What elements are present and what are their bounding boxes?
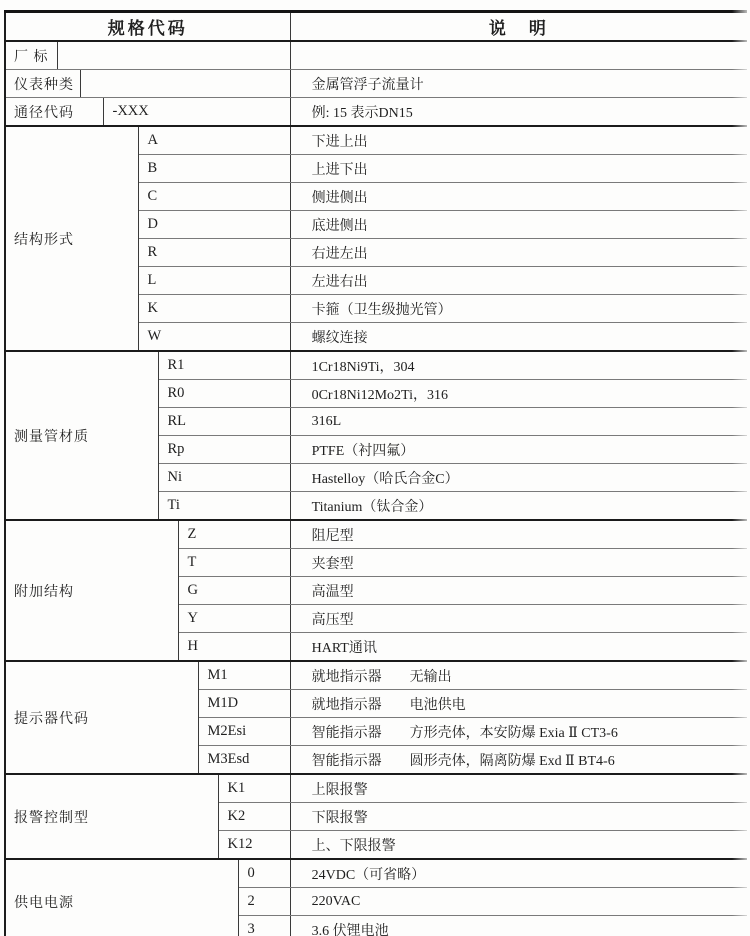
table-row xyxy=(5,661,747,690)
code-cell: W xyxy=(138,323,290,352)
desc-cell: 上限报警 xyxy=(290,774,747,803)
diameter-code-desc: 例: 15 表示DN15 xyxy=(290,98,747,127)
spec-code-table xyxy=(4,10,747,936)
code-cell: Y xyxy=(178,605,290,633)
code-cell: D xyxy=(138,211,290,239)
code-cell: 0 xyxy=(238,859,290,888)
desc-cell: 右进左出 xyxy=(290,239,747,267)
desc-cell: 高压型 xyxy=(290,605,747,633)
desc-cell: 阻尼型 xyxy=(290,520,747,549)
section-label-additional-structure: 附加结构 xyxy=(5,520,178,661)
desc-cell: 高温型 xyxy=(290,577,747,605)
desc-cell: 下限报警 xyxy=(290,803,747,831)
code-cell: M2Esi xyxy=(198,718,290,746)
desc-cell: 螺纹连接 xyxy=(290,323,747,352)
code-cell: M3Esd xyxy=(198,746,290,775)
code-cell: B xyxy=(138,155,290,183)
code-cell: K12 xyxy=(218,831,290,860)
instrument-type-label: 仪表种类 xyxy=(5,70,80,98)
desc-cell: 220VAC xyxy=(290,888,747,916)
code-cell: R0 xyxy=(158,380,290,408)
table-row xyxy=(5,98,747,127)
code-cell: M1D xyxy=(198,690,290,718)
code-cell: H xyxy=(178,633,290,662)
desc-cell: 就地指示器 无输出 xyxy=(290,661,747,690)
desc-cell: 0Cr18Ni12Mo2Ti，316 xyxy=(290,380,747,408)
code-cell: RL xyxy=(158,408,290,436)
section-label-alarm-control: 报警控制型 xyxy=(5,774,218,859)
code-cell: 2 xyxy=(238,888,290,916)
code-cell: Z xyxy=(178,520,290,549)
desc-cell: Titanium（钛合金） xyxy=(290,492,747,521)
desc-cell: HART通讯 xyxy=(290,633,747,662)
desc-cell: 侧进侧出 xyxy=(290,183,747,211)
code-cell: T xyxy=(178,549,290,577)
desc-cell: 夹套型 xyxy=(290,549,747,577)
table-row xyxy=(5,351,747,380)
section-label-indicator-code: 提示器代码 xyxy=(5,661,198,774)
desc-cell: PTFE（衬四氟） xyxy=(290,436,747,464)
diameter-code-cell: -XXX xyxy=(103,98,290,127)
factory-mark-code-cell xyxy=(57,41,290,70)
section-label-structure-form: 结构形式 xyxy=(5,126,138,351)
diameter-code-label: 通径代码 xyxy=(5,98,103,127)
factory-mark-label: 厂 标 xyxy=(5,41,57,70)
header-description: 说 明 xyxy=(290,12,747,42)
code-cell: K2 xyxy=(218,803,290,831)
desc-cell: 1Cr18Ni9Ti，304 xyxy=(290,351,747,380)
code-cell: 3 xyxy=(238,916,290,936)
code-cell: R xyxy=(138,239,290,267)
code-cell: C xyxy=(138,183,290,211)
table-row xyxy=(5,859,747,888)
desc-cell: 底进侧出 xyxy=(290,211,747,239)
table-row xyxy=(5,520,747,549)
desc-cell: 上进下出 xyxy=(290,155,747,183)
table-header-row xyxy=(5,12,747,42)
section-label-power-supply: 供电电源 xyxy=(5,859,238,936)
code-cell: R1 xyxy=(158,351,290,380)
desc-cell: 上、下限报警 xyxy=(290,831,747,860)
code-cell: K1 xyxy=(218,774,290,803)
code-cell: G xyxy=(178,577,290,605)
table-row xyxy=(5,774,747,803)
desc-cell: 316L xyxy=(290,408,747,436)
desc-cell: 智能指示器 圆形壳体，隔离防爆 Exd Ⅱ BT4-6 xyxy=(290,746,747,775)
code-cell: Ti xyxy=(158,492,290,521)
desc-cell: Hastelloy（哈氏合金C） xyxy=(290,464,747,492)
code-cell: M1 xyxy=(198,661,290,690)
instrument-type-code-cell xyxy=(80,70,290,98)
table-row xyxy=(5,70,747,98)
code-cell: Ni xyxy=(158,464,290,492)
desc-cell: 左进右出 xyxy=(290,267,747,295)
header-spec-code: 规格代码 xyxy=(5,12,290,42)
table-row xyxy=(5,41,747,70)
desc-cell: 下进上出 xyxy=(290,126,747,155)
table-row xyxy=(5,126,747,155)
desc-cell: 就地指示器 电池供电 xyxy=(290,690,747,718)
code-cell: Rp xyxy=(158,436,290,464)
section-label-tube-material: 测量管材质 xyxy=(5,351,158,520)
code-cell: K xyxy=(138,295,290,323)
code-cell: A xyxy=(138,126,290,155)
desc-cell: 卡箍（卫生级抛光管） xyxy=(290,295,747,323)
desc-cell: 24VDC（可省略） xyxy=(290,859,747,888)
factory-mark-desc xyxy=(290,41,747,70)
instrument-type-desc: 金属管浮子流量计 xyxy=(290,70,747,98)
code-cell: L xyxy=(138,267,290,295)
desc-cell: 智能指示器 方形壳体，本安防爆 Exia Ⅱ CT3-6 xyxy=(290,718,747,746)
desc-cell: 3.6 伏锂电池 xyxy=(290,916,747,936)
